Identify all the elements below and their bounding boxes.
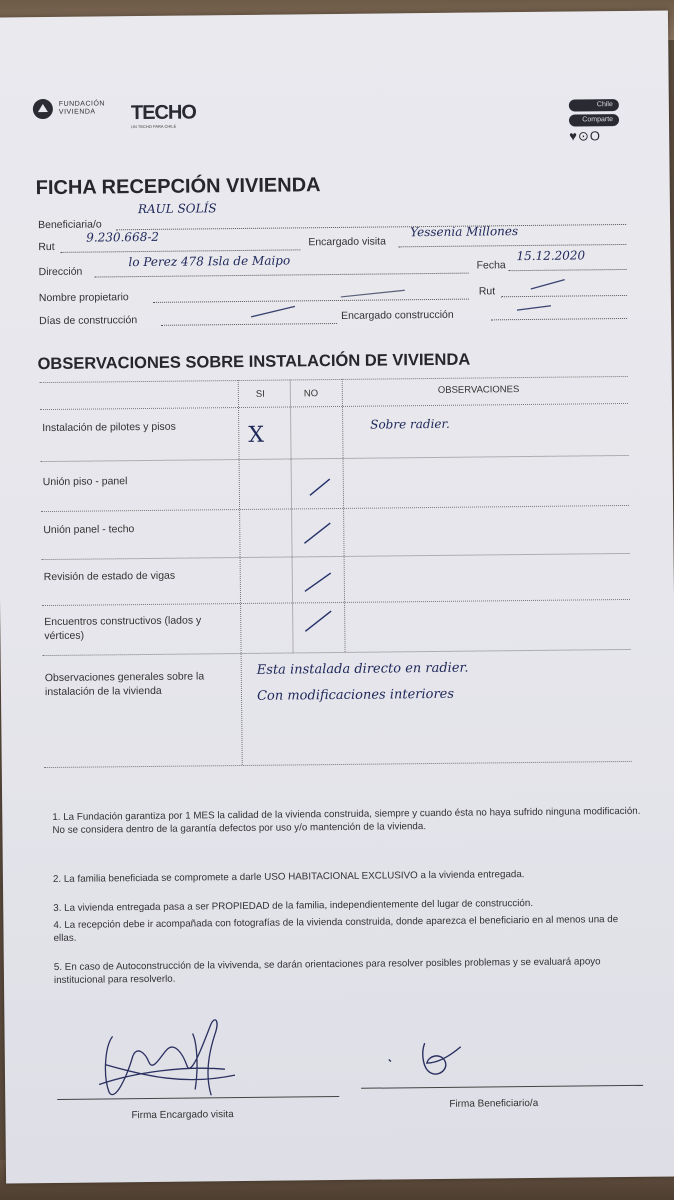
- table-border: [44, 761, 632, 768]
- table-border: [42, 599, 630, 606]
- badge-share: Comparte: [569, 114, 619, 127]
- techo-logo-text: TECHO: [130, 101, 197, 125]
- col-header-si: SI: [255, 388, 265, 400]
- dotted-line: [491, 318, 627, 320]
- general-observation-line2: Con modificaciones interiores: [256, 686, 455, 704]
- beneficiary-signature: [381, 1033, 472, 1084]
- dotted-line: [509, 269, 627, 271]
- badge-country: Chile: [569, 99, 619, 112]
- document-page: [0, 11, 674, 1184]
- table-divider: [290, 379, 294, 652]
- visit-manager-label: Encargado visita: [308, 235, 386, 249]
- dotted-line: [153, 299, 469, 303]
- col-header-observaciones: OBSERVACIONES: [437, 384, 520, 396]
- dotted-line: [95, 273, 469, 278]
- owner-name-strike: [339, 288, 409, 299]
- owner-rut-label: Rut: [478, 285, 496, 298]
- table-border: [42, 553, 630, 560]
- row-no-check-icon: [301, 520, 333, 546]
- date-label: Fecha: [476, 259, 506, 272]
- note-3: 3. La vivienda entregada pasa a ser PROPIEDAD de la familia, independientemente del lugar de construcción.: [53, 897, 534, 914]
- rut-label: Rut: [38, 240, 55, 254]
- fundacion-vivienda-logo: [33, 98, 105, 119]
- address-value: lo Perez 478 Isla de Maipo: [128, 253, 291, 270]
- table-border: [43, 649, 631, 656]
- signature-line-beneficiary: [361, 1085, 643, 1089]
- general-observations-label: Observaciones generales sobre la instalación de la vivienda: [44, 670, 205, 699]
- table-border: [40, 376, 628, 383]
- campaign-badge: [569, 99, 621, 144]
- row-no-check-icon: [307, 476, 333, 498]
- dotted-line: [116, 224, 626, 230]
- row-label-encuentros: Encuentros constructivos (lados y vértices): [44, 614, 202, 643]
- row-si-mark: X: [248, 422, 265, 448]
- general-observation-line1: Esta instalada directo en radier.: [256, 660, 469, 678]
- beneficiary-value: RAUL SOLÍS: [137, 201, 217, 217]
- org-name-line2: VIVIENDA: [58, 108, 96, 116]
- construction-manager-strike: [515, 302, 555, 314]
- construction-manager-label: Encargado construcción: [340, 308, 454, 322]
- techo-tagline: UN TECHO PARA CHILE: [131, 123, 177, 130]
- row-observation: Sobre radier.: [370, 416, 450, 432]
- table-divider: [342, 379, 346, 652]
- house-triangle-icon: [33, 99, 53, 119]
- observations-title: OBSERVACIONES SOBRE INSTALACIÓN DE VIVIENDA: [37, 350, 471, 374]
- row-label-pilotes: Instalación de pilotes y pisos: [42, 420, 176, 435]
- row-no-check-icon: [302, 570, 334, 594]
- visit-manager-value: Yessenia Millones: [410, 224, 519, 240]
- dotted-line: [161, 323, 337, 326]
- table-border: [41, 505, 629, 512]
- beneficiary-label: Beneficiaria/o: [38, 218, 102, 232]
- construction-days-label: Días de construcción: [39, 314, 138, 328]
- note-5: 5. En caso de Autoconstrucción de la vivivenda, se darán orientaciones para resolver posibles problemas y se evaluará apoyo institucional para resolverlo.: [53, 956, 601, 986]
- row-label-vigas: Revisión de estado de vigas: [43, 569, 176, 584]
- techo-logo: [131, 103, 196, 129]
- note-1: 1. La Fundación garantiza por 1 MES la calidad de la vivienda construida, siempre y cuando ésta no haya sufrido ninguna modificación. No se considera dentro de la garantía defectos por uso y/o mantención de la vivienda.: [52, 805, 641, 836]
- note-4: 4. La recepción debe ir acompañada con fotografías de la vivienda construida, donde aparezca el beneficiario en al menos una de ellas.: [53, 914, 619, 944]
- table-divider: [238, 380, 243, 765]
- form-title: FICHA RECEPCIÓN VIVIENDA: [35, 174, 321, 200]
- dotted-line: [398, 244, 626, 247]
- field-construction: [39, 305, 629, 329]
- note-2: 2. La familia beneficiada se compromete a darle USO HABITACIONAL EXCLUSIVO a la vivienda entregada.: [52, 869, 525, 885]
- col-header-no: NO: [303, 388, 319, 400]
- row-label-piso-panel: Unión piso - panel: [42, 475, 128, 489]
- visit-manager-signature: [74, 1005, 255, 1107]
- dotted-line: [501, 295, 627, 297]
- visit-signature-label: Firma Encargado visita: [131, 1109, 234, 1122]
- dotted-line: [60, 249, 300, 253]
- owner-name-label: Nombre propietario: [38, 291, 129, 305]
- table-border: [41, 455, 629, 462]
- date-value: 15.12.2020: [516, 248, 586, 264]
- address-label: Dirección: [38, 265, 83, 279]
- beneficiary-signature-label: Firma Beneficiario/a: [449, 1097, 539, 1110]
- share-heart-icon: ♥⊙O: [569, 128, 601, 144]
- rut-value: 9.230.668-2: [86, 229, 160, 245]
- owner-rut-strike: [529, 277, 569, 293]
- row-no-check-icon: [302, 608, 334, 634]
- construction-days-strike: [249, 302, 299, 321]
- table-border: [40, 403, 628, 410]
- org-name-line1: FUNDACIÓN: [58, 100, 105, 108]
- row-label-panel-techo: Unión panel - techo: [43, 523, 135, 537]
